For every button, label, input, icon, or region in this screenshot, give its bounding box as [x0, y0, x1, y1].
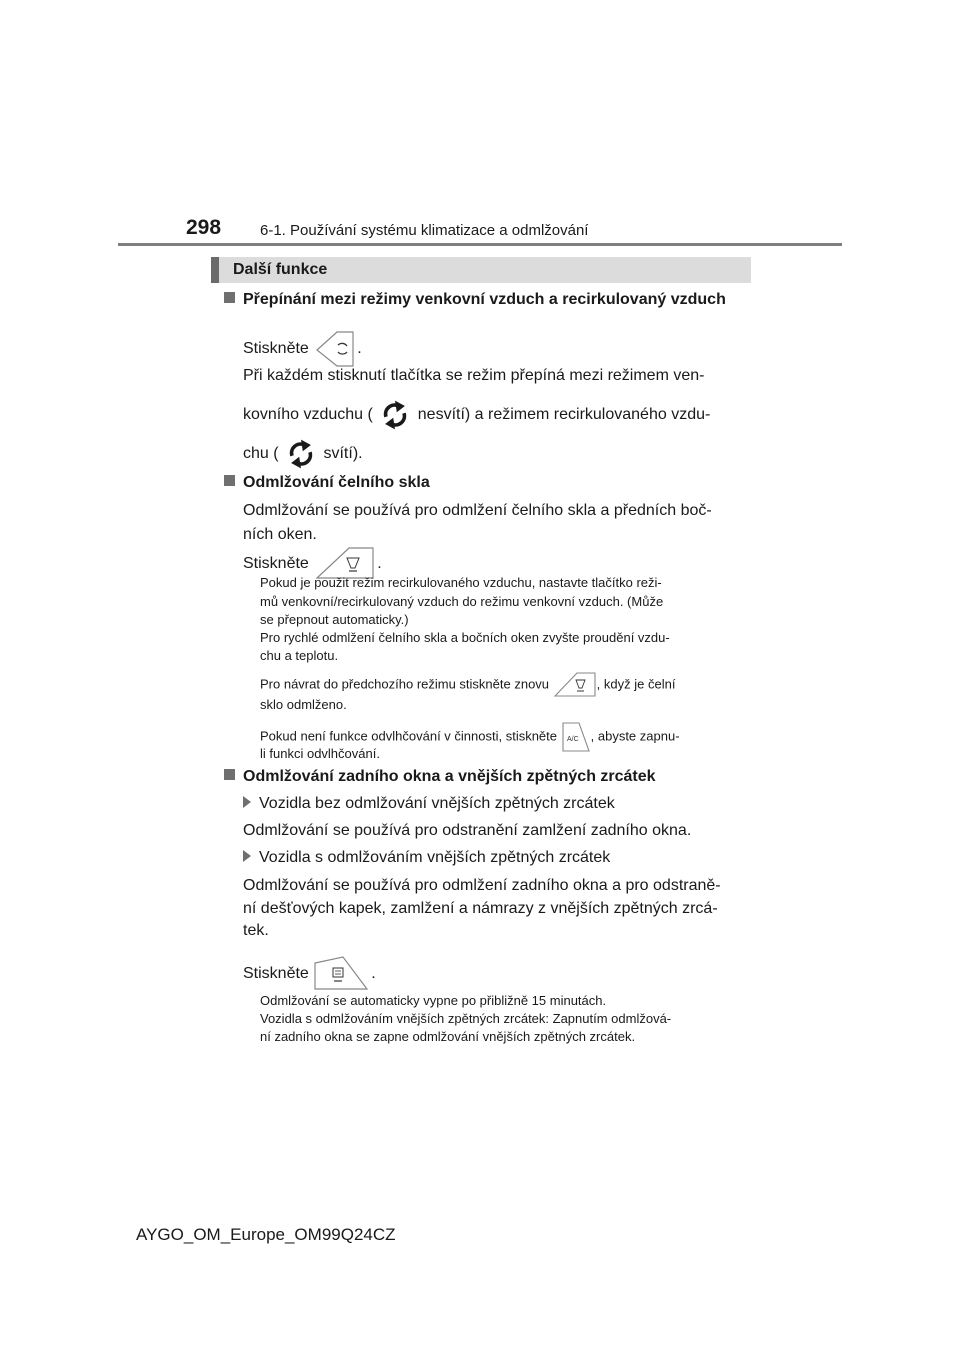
- header-rule: [118, 243, 842, 246]
- square-bullet-icon: [224, 769, 235, 780]
- square-bullet-icon: [224, 292, 235, 303]
- rear-sub-2-text-3: tek.: [243, 922, 269, 939]
- windshield-note-8: Pokud není funkce odvlhčování v činnosti, stiskněte A/C , abyste zapnu-: [260, 721, 680, 753]
- section-title: Další funkce: [233, 261, 328, 278]
- ac-button-icon: [561, 721, 591, 753]
- front-defogger-button-icon: [553, 671, 597, 699]
- windshield-press-line: Stiskněte .: [243, 546, 382, 582]
- windshield-text-2: ních oken.: [243, 526, 317, 543]
- recirc-text-1: Při každém stisknutí tlačítka se režim přepíná mezi režimem ven-: [243, 367, 705, 384]
- recirculation-arrows-icon: [377, 397, 413, 433]
- rear-sub-2: Vozidla s odmlžováním vnějších zpětných zrcátek: [243, 845, 610, 870]
- windshield-note-7: sklo odmlženo.: [260, 697, 347, 712]
- windshield-note-4: Pro rychlé odmlžení čelního skla a bočních oken zvyšte proudění vzdu-: [260, 630, 670, 645]
- rear-sub-2-text-1: Odmlžování se používá pro odmlžení zadního okna a pro odstraně-: [243, 877, 721, 894]
- section-header: [211, 257, 751, 283]
- rear-press-line: Stiskněte .: [243, 955, 376, 993]
- heading-rear: Odmlžování zadního okna a vnějších zpětných zrcátek: [224, 768, 656, 786]
- windshield-text-1: Odmlžování se používá pro odmlžení čelního skla a předních boč-: [243, 502, 712, 519]
- rear-note-3: ní zadního okna se zapne odmlžování vnějších zpětných zrcátek.: [260, 1029, 636, 1044]
- ac-button-label: A/C: [566, 736, 579, 743]
- windshield-note-9: li funkci odvlhčování.: [260, 746, 380, 761]
- document-code: AYGO_OM_Europe_OM99Q24CZ: [136, 1225, 396, 1244]
- recirculation-arrows-icon: [283, 436, 319, 472]
- recirc-press-line: Stiskněte .: [243, 330, 362, 368]
- windshield-note-5: chu a teplotu.: [260, 648, 339, 663]
- rear-sub-1-text: Odmlžování se používá pro odstranění zamlžení zadního okna.: [243, 822, 692, 839]
- chapter-title: 6-1. Používání systému klimatizace a odmlžování: [260, 222, 589, 239]
- rear-note-1: Odmlžování se automaticky vypne po přibližně 15 minutách.: [260, 993, 607, 1008]
- triangle-bullet-icon: [243, 850, 251, 862]
- rear-sub-2-text-2: ní dešťových kapek, zamlžení a námrazy z vnějších zpětných zrcá-: [243, 900, 718, 917]
- page-number: 298: [186, 216, 222, 239]
- recirc-text-3: chu ( svítí).: [243, 436, 363, 472]
- heading-recirculation: Přepínání mezi režimy venkovní vzduch a recirkulovaný vzduch: [224, 291, 726, 309]
- rear-defogger-button-icon: [313, 955, 371, 993]
- heading-windshield: Odmlžování čelního skla: [224, 474, 430, 492]
- recirc-text-2: kovního vzduchu ( nesvítí) a režimem recirkulovaného vzdu-: [243, 397, 710, 433]
- square-bullet-icon: [224, 475, 235, 486]
- triangle-bullet-icon: [243, 796, 251, 808]
- windshield-note-3: se přepnout automaticky.): [260, 612, 409, 627]
- rear-sub-1: Vozidla bez odmlžování vnějších zpětných zrcátek: [243, 791, 615, 816]
- windshield-note-6: Pro návrat do předchozího režimu stiskněte znovu , když je čelní: [260, 671, 675, 699]
- windshield-note-2: mů venkovní/recirkulovaný vzduch do režimu venkovní vzduch. (Může: [260, 594, 664, 609]
- windshield-note-1: Pokud je použit režim recirkulovaného vzduchu, nastavte tlačítko reži-: [260, 575, 662, 590]
- rear-note-2: Vozidla s odmlžováním vnějších zpětných zrcátek: Zapnutím odmlžová-: [260, 1011, 672, 1026]
